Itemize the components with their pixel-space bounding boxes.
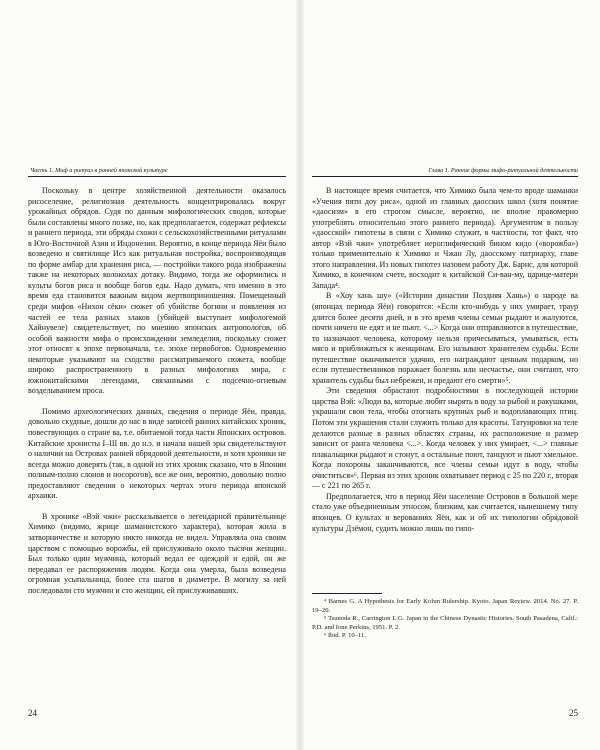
book-gutter bbox=[296, 0, 304, 750]
left-paragraph-1: Поскольку в центре хозяйственной деятельности оказалось рисоселение, религиозная деятельность концентрировалась вокруг урожайных обрядов. Судя по данным мифологических сводов, которые были составлены много позже, но, как предполагается, содержат рефлексы и раннего периода, эти обряды схожи с сельскохозяйственными ритуалами в Юго-Восточной Азии и Индонезии. Вероятно, в конце периода Яёи было возведено и святилище Исэ как ритуальная постройка, воспроизводящая по форме амбар для хранения риса, — постройки такого рода изображены также на некоторых колоколах дотаку. Видимо, тогда же оформились и культы богов риса и вообще богов еды. Надо думать, что именно в это время еда становится важным видом жертвоприношения. Помещенный среди мифов «Нихон сёки» сюжет об убийстве богини и появления из частей ее тела разных злаков (убийцей выступает мифологемой Хайнувеле) свидетельствует, по мнению японских антропологов, об особой важности мифа о происхождении земледелия, поскольку сюжет этот относят к эпохе первоначала, т.е. эпохе первобогов. Одновременно некоторые указывают на сходство рассматриваемого сюжета, вообще широко распространенного в разных мифологиях мира, с южнокитайскими легендами, связанными с подсечно-огневым возделыванием проса. bbox=[28, 186, 286, 396]
right-page bbox=[300, 0, 600, 750]
left-header-rule bbox=[28, 176, 286, 177]
left-body-text bbox=[28, 186, 286, 596]
footnote-5: ⁵ Tsunoda R., Carrington L.G. Japan in the Chinese Dynastic Histories. South Pasadena, Calif.: P.D. and Ione Perkins, 1951. P. 2. bbox=[312, 615, 578, 631]
left-paragraph-spacer bbox=[28, 397, 286, 407]
left-paragraph-3: В хронике «Вэй чжи» рассказывается о легендарной правительнице Химико (видимо, жрице шаманистского характера), которая жила в затворничестве и которую никто никогда не видел. Управляла она своим царством с помощью ворожбы, ей прислуживало около тысячи женщин. Был только один мужчина, который ведал ее одеждой и едой, он же передавал ее распоряжения людям. Когда она умерла, была возведена огромная усыпальница, более ста шагов в диаметре. В могилу за ней последовали сто мужчин и сто женщин, ей прислуживавших. bbox=[28, 511, 286, 595]
footnote-4: ⁴ Barnes G. A Hypothesis for Early Kofun Rulership. Kyoto. Japan Review. 2014. No. 27. P. 19–20. bbox=[312, 598, 578, 614]
right-body-text bbox=[312, 186, 578, 534]
left-running-head: Часть 1. Миф и ритуал в ранней японской культуре bbox=[30, 167, 168, 174]
footnotes bbox=[312, 598, 578, 641]
right-page-number: 25 bbox=[569, 708, 578, 718]
right-running-head: Глава 1. Ранние формы мифо-ритуальной деятельности bbox=[428, 167, 578, 174]
right-paragraph-3: Эти сведения обрастают подробностями в последующей истории царства Вэй: «Люди ва, которые любят нырять в воду за рыбой и ракушками, украшали свои тела, чтобы отогнать крупных рыб и водоплавающих птиц. Потом эти украшения стали служить только для красоты. Татуировки на теле делаются разные в разных областях страны, их расположение и размер зависит от ранга человека <...>. Когда человек у них умирает, <...> главные плакальщики рыдают и стонут, а остальные поют, танцуют и пьют хмельное. Когда похороны заканчиваются, все члены семьи идут в воду, чтобы очиститься»⁶. Первая из этих хроник охватывает период с 25 по 220 г., вторая — с 221 по 265 г. bbox=[312, 386, 578, 491]
right-paragraph-4: Предполагается, что в период Яёи население Островов в большой мере стало уже объединенным этносом, близким, как считается, нынешнему типу японцев. О культах и верованиях Яёи, как и об их типологии обрядовой культуры Дзёмон, судить можно лишь по гипо- bbox=[312, 491, 578, 533]
right-paragraph-1: В настоящее время считается, что Химико была чем-то вроде шаманки «Учения пяти доу риса», одной из главных даосских школ (хотя понятие «даосизм» в его строгом смысле, вероятно, не вполне правомерно употреблять относительно этого раннего периода). Аргументом в пользу «даосской» гипотезы в связи с Химико служит, в частности, тот факт, что автор «Вэй чжи» употребляет иероглифический бином кидо («ворожба») только применительно к Химико и Чжан Лу, даосскому патриарху, главе этого направления. Из новых гипотез назовем работу Дж. Барнс, для которой Химико, в конечном счете, восходит к китайской Си-ван-му, царице-матери Запада⁴. bbox=[312, 186, 578, 290]
footnote-6: ⁶ Ibid. P. 10–11. bbox=[324, 632, 366, 640]
right-header-rule bbox=[312, 176, 578, 177]
footnote-rule bbox=[312, 593, 382, 594]
left-page-number: 24 bbox=[28, 708, 37, 718]
right-paragraph-2: В «Хоу хань шу» («Истории династии Поздняя Хань») о народе ва (японцах периода Яёи) говорится: «Если кто-нибудь у них умирает, траур длится более десяти дней, и в это время члены семьи рыдают и жалуются, почти ничего не едят и не пьют. <...> Когда они отправляются в путешествие, то назначают человека, которому нельзя причесываться, умываться, есть мясо и приближаться к женщинам. Его называют хранителем судьбы. Если путешествие оканчивается удачно, его награждают ценным подарком, но если путешественников поражает болезнь или несчастье, они считают, что хранитель судьбы был небрежен, и предают его смерти»⁵. bbox=[312, 291, 578, 385]
left-paragraph-2: Помимо археологических данных, сведения о периоде Яёи, правда, довольно скудные, дошли до нас в виде записей ранних китайских хроник, повествующих о стране ва, т.е. обитаемой тогда части Японских островов. Китайские хронисты I–III вв. до н.э. и начала нашей эры свидетельствуют о наличии на Островах ранней обрядовой деятельности, и хотя хроники не всегда можно доверять (так, в одной из этих хроник сказано, что в Японии полным-полно слонов и носорогов), все же они, вероятно, довольно полно предоставляют сведения о некоторых чертах этого периода японской архаики. bbox=[28, 406, 286, 501]
left-paragraph-spacer bbox=[28, 502, 286, 512]
